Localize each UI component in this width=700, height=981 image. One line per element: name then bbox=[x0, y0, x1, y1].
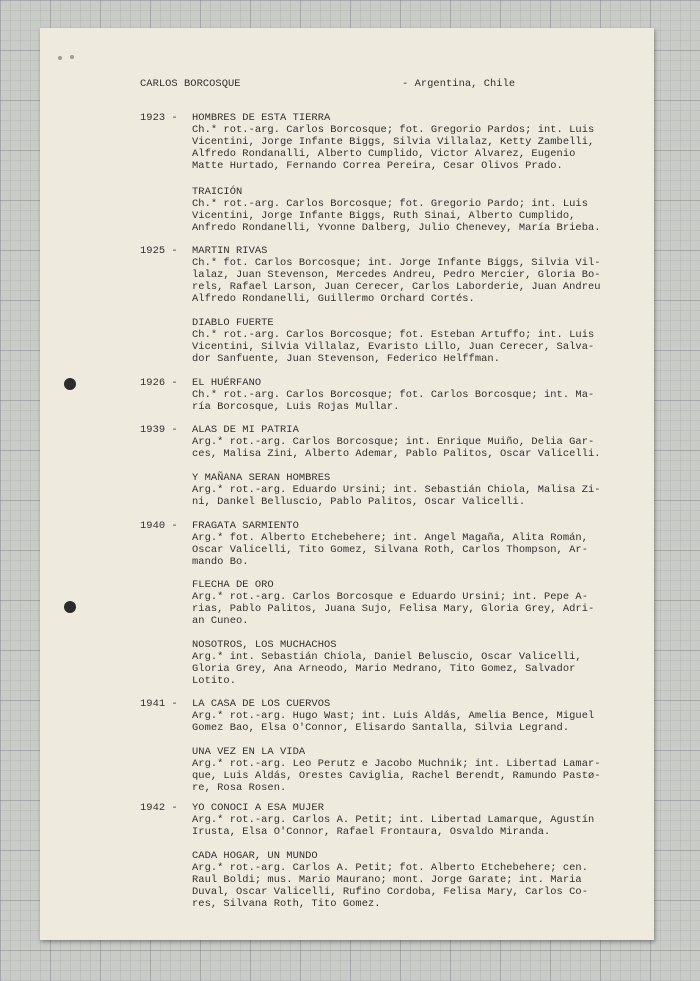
film-title: FRAGATA SARMIENTO bbox=[192, 520, 299, 532]
credit-line: Lotito. bbox=[192, 675, 236, 688]
credit-line: Arg.* fot. Alberto Etchebehere; int. Angel Magaña, Alita Román, bbox=[192, 532, 588, 544]
credit-line: Arg.* rot.-arg. Carlos Borcosque e Eduardo Ursini; int. Pepe A- bbox=[192, 591, 588, 603]
page-header bbox=[140, 78, 540, 92]
credit-line: Matte Hurtado, Fernando Correa Pereira, Cesar Olivos Prado. bbox=[192, 160, 563, 173]
credit-line: rias, Pablo Palitos, Juana Sujo, Felisa Mary, Gloria Grey, Adri- bbox=[192, 603, 595, 616]
credit-line: Arg.* rot.-arg. Carlos A. Petit; int. Libertad Lamarque, Agustín bbox=[192, 814, 595, 826]
punch-hole bbox=[64, 378, 76, 390]
credit-line: Vicentini, Jorge Infante Biggs, Silvia Villalaz, Ketty Zambelli, bbox=[192, 136, 595, 149]
credit-line: Gloria Grey, Ana Arneodo, Mario Medrano, Tito Gomez, Salvador bbox=[192, 663, 576, 676]
credit-line: Arg.* rot.-arg. Carlos Borcosque; int. Enrique Muiño, Delia Gar- bbox=[192, 436, 595, 448]
credit-line: Irusta, Elsa O'Connor, Rafael Frontaura, Osvaldo Miranda. bbox=[192, 826, 551, 839]
film-title: NOSOTROS, LOS MUCHACHOS bbox=[192, 639, 337, 651]
credit-line: Arg.* rot.-arg. Eduardo Ursini; int. Sebastián Chiola, Malisa Zi- bbox=[192, 484, 601, 496]
film-title: TRAICIÓN bbox=[192, 186, 243, 198]
film-title: DIABLO FUERTE bbox=[192, 317, 274, 329]
film-title: HOMBRES DE ESTA TIERRA bbox=[192, 112, 331, 124]
film-title: FLECHA DE ORO bbox=[192, 579, 274, 591]
credit-line: Vicentini, Silvia Villalaz, Evaristo Lillo, Juan Cerecer, Salva- bbox=[192, 341, 595, 354]
credit-line: Ch.* rot.-arg. Carlos Borcosque; fot. Esteban Artuffo; int. Luis bbox=[192, 329, 595, 341]
credit-line: Oscar Valicelli, Tito Gomez, Silvana Roth, Carlos Thompson, Ar- bbox=[192, 544, 588, 557]
entry-year: 1940 - bbox=[140, 520, 178, 532]
credit-line: Ch.* rot.-arg. Carlos Borcosque; fot. Gregorio Pardo; int. Luis bbox=[192, 198, 588, 210]
film-title: MARTIN RIVAS bbox=[192, 245, 268, 257]
credit-line: lalaz, Juan Stevenson, Mercedes Andreu, Pedro Mercier, Gloria Bo- bbox=[192, 269, 601, 282]
credit-line: Anfredo Rondanelli, Yvonne Dalberg, Julio Chenevey, María Brieba. bbox=[192, 222, 601, 235]
credit-line: ni, Dankel Belluscio, Pablo Palitos, Oscar Valicelli. bbox=[192, 496, 526, 509]
credit-line: Ch.* fot. Carlos Borcosque; int. Jorge Infante Biggs, Silvia Vil- bbox=[192, 257, 601, 269]
credit-line: re, Rosa Rosen. bbox=[192, 782, 287, 795]
credit-line: rels, Rafael Larson, Juan Cerecer, Carlos Laborderie, Juan Andreu bbox=[192, 281, 601, 294]
credit-line: que, Luis Aldás, Orestes Caviglia, Rachel Berendt, Ramundo Pastø- bbox=[192, 770, 601, 783]
film-title: LA CASA DE LOS CUERVOS bbox=[192, 698, 331, 710]
entry-year: 1941 - bbox=[140, 698, 178, 710]
film-title: YO CONOCI A ESA MUJER bbox=[192, 802, 324, 814]
credit-line: Arg.* rot.-arg. Carlos A. Petit; fot. Alberto Etchebehere; cen. bbox=[192, 862, 588, 874]
punch-hole bbox=[64, 601, 76, 613]
film-title: Y MAÑANA SERAN HOMBRES bbox=[192, 472, 331, 484]
credit-line: Alfredo Rondanalli, Alberto Cumplido, Victor Alvarez, Eugenio bbox=[192, 148, 576, 161]
credit-line: dor Sanfuente, Juan Stevenson, Federico Helffman. bbox=[192, 353, 500, 366]
entry-year: 1925 - bbox=[140, 245, 178, 257]
credit-line: Alfredo Rondanelli, Guillermo Orchard Cortés. bbox=[192, 293, 475, 306]
credit-line: Vicentini, Jorge Infante Biggs, Ruth Sinai, Alberto Cumplido, bbox=[192, 210, 576, 223]
director-countries: - Argentina, Chile bbox=[402, 78, 516, 90]
film-title: CADA HOGAR, UN MUNDO bbox=[192, 850, 318, 862]
credit-line: ría Borcosque, Luis Rojas Mullar. bbox=[192, 401, 400, 414]
credit-line: Duval, Oscar Valicelli, Rufino Cordoba, Felisa Mary, Carlos Co- bbox=[192, 886, 588, 899]
entry-year: 1939 - bbox=[140, 424, 178, 436]
credit-line: Raul Boldi; mus. Mario Maurano; mont. Jorge Garate; int. Maria bbox=[192, 874, 582, 887]
credit-line: Gomez Bao, Elsa O'Connor, Elisardo Santalla, Silvia Legrand. bbox=[192, 722, 570, 735]
film-title: EL HUÉRFANO bbox=[192, 377, 262, 389]
staple-mark bbox=[58, 56, 62, 60]
typed-page bbox=[40, 28, 654, 940]
entry-year: 1942 - bbox=[140, 802, 178, 814]
credit-line: res, Silvana Roth, Tito Gomez. bbox=[192, 898, 381, 911]
credit-line: Ch.* rot.-arg. Carlos Borcosque; fot. Gregorio Pardos; int. Luis bbox=[192, 124, 595, 136]
director-name: CARLOS BORCOSQUE bbox=[140, 78, 241, 90]
film-title: UNA VEZ EN LA VIDA bbox=[192, 746, 306, 758]
credit-line: Arg.* rot.-arg. Hugo Wast; int. Luis Aldás, Amelia Bence, Miguel bbox=[192, 710, 595, 722]
film-title: ALAS DE MI PATRIA bbox=[192, 424, 299, 436]
staple-mark bbox=[70, 55, 74, 59]
credit-line: Ch.* rot.-arg. Carlos Borcosque; fot. Carlos Borcosque; int. Ma- bbox=[192, 389, 595, 401]
entry-year: 1926 - bbox=[140, 377, 178, 389]
entry-year: 1923 - bbox=[140, 112, 178, 124]
credit-line: Arg.* int. Sebastián Chiola, Daniel Beluscio, Oscar Valicelli, bbox=[192, 651, 582, 663]
credit-line: an Cuneo. bbox=[192, 615, 249, 628]
credit-line: mando Bo. bbox=[192, 556, 249, 569]
credit-line: Arg.* rot.-arg. Leo Perutz e Jacobo Muchnik; int. Libertad Lamar- bbox=[192, 758, 601, 770]
credit-line: ces, Malisa Zini, Alberto Ademar, Pablo Palitos, Oscar Valicelli. bbox=[192, 448, 601, 461]
